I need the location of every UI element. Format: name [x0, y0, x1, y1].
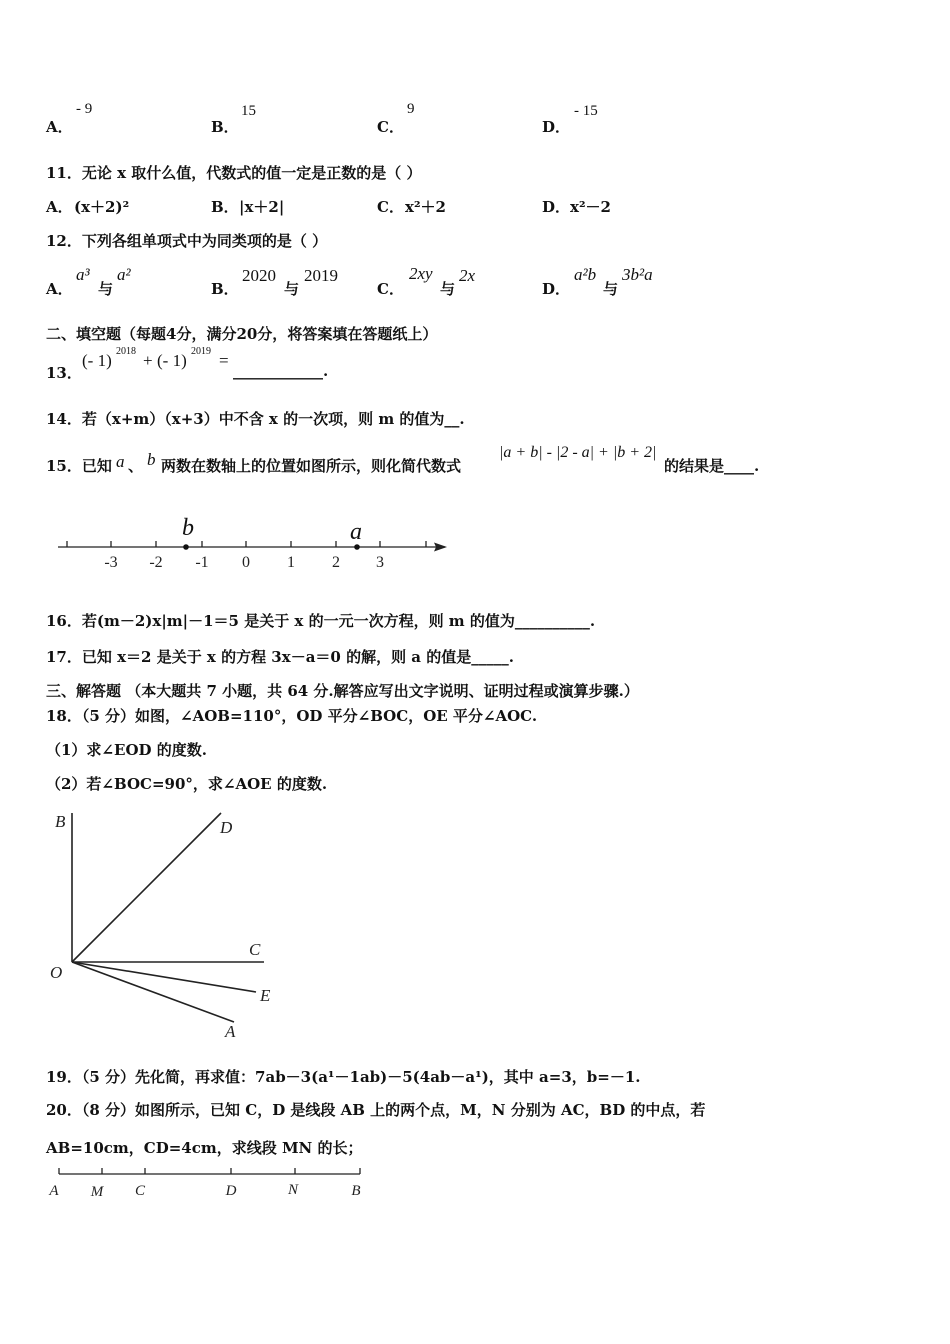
section3-heading: 三、解答题 （本大题共 7 小题，共 64 分.解答应写出文字说明、证明过程或演算步骤.）: [46, 682, 639, 700]
q15-suffix: 的结果是____.: [664, 457, 760, 475]
q12-option-b-left: 2020: [242, 266, 276, 285]
point-a-dot: [354, 544, 360, 550]
q12-option-a-connector: 与: [98, 280, 114, 298]
q11-option-c-label: C．: [377, 198, 404, 216]
segment-figure: [0, 1160, 380, 1205]
point-label-a: A: [49, 1183, 59, 1199]
q13-base-b: (- 1): [157, 351, 187, 370]
q10-option-c-label: C．: [377, 118, 404, 136]
q12-option-c-left: 2xy: [409, 264, 433, 283]
tick-label-3: 3: [376, 554, 384, 571]
q15-expression: |a + b| - |2 - a| + |b + 2|: [499, 444, 657, 461]
label-d: D: [220, 818, 233, 837]
q12-option-c-connector: 与: [440, 280, 456, 298]
q10-option-b-value: 15: [241, 103, 256, 119]
q11-option-b-value: |x＋2|: [239, 198, 285, 216]
q10-option-c-value: 9: [407, 101, 415, 117]
point-label-d: D: [225, 1183, 237, 1199]
q12-option-d-connector: 与: [603, 280, 619, 298]
q12-stem: 12．下列各组单项式中为同类项的是（ ）: [46, 232, 328, 250]
q12-option-a-right: a²: [117, 265, 131, 284]
number-line-figure: [0, 505, 470, 580]
point-label-n: N: [287, 1182, 299, 1198]
section2-heading: 二、填空题（每题4分，满分20分，将答案填在答题纸上）: [46, 325, 438, 343]
q10-option-d-value: - 15: [574, 103, 598, 119]
point-label-b: B: [351, 1183, 361, 1199]
q10-option-b-label: B．: [211, 118, 239, 136]
ray-od: [72, 813, 221, 962]
q13-base-a: (- 1): [82, 351, 112, 370]
q15-prefix: 15．已知: [46, 457, 112, 475]
q18-part2: （2）若∠BOC=90°，求∠AOE 的度数.: [46, 775, 328, 793]
q12-option-d-label: D．: [542, 280, 571, 298]
tick-label-2: 2: [332, 554, 340, 571]
tick-label-neg1: -1: [195, 554, 209, 571]
q12-option-b-label: B．: [211, 280, 239, 298]
angle-figure: [0, 800, 300, 1045]
q13-exp-a: 2018: [116, 346, 136, 357]
q12-option-b-connector: 与: [284, 280, 300, 298]
label-o: O: [50, 963, 63, 982]
ray-oa: [72, 962, 234, 1022]
label-a: A: [225, 1022, 236, 1041]
q13-equals: =: [219, 351, 229, 370]
q18-part1: （1）求∠EOD 的度数.: [46, 741, 207, 759]
q11-stem: 11．无论 x 取什么值，代数式的值一定是正数的是（ ）: [46, 164, 422, 182]
q15-middle-text: 两数在数轴上的位置如图所示，则化简代数式: [161, 457, 462, 475]
label-e: E: [260, 986, 271, 1005]
q11-option-d-value: x²－2: [570, 198, 611, 216]
q14-text: 14．若（x+m）（x+3）中不含 x 的一次项，则 m 的值为__.: [46, 410, 465, 428]
q10-option-d-label: D．: [542, 118, 571, 136]
q11-option-c-value: x²＋2: [405, 198, 446, 216]
q11-option-b-label: B．: [211, 198, 239, 216]
q12-option-c-label: C．: [377, 280, 404, 298]
point-b-label: b: [182, 515, 194, 541]
q13-plus: +: [143, 351, 153, 370]
q12-option-b-right: 2019: [304, 266, 338, 285]
q13-exp-b: 2019: [191, 346, 211, 357]
tick-label-1: 1: [287, 554, 295, 571]
q18-stem: 18．（5 分）如图，∠AOB=110°，OD 平分∠BOC，OE 平分∠AOC.: [46, 707, 538, 725]
point-b-dot: [183, 544, 189, 550]
q13-number: 13．: [46, 364, 82, 382]
q15-var-a: a: [116, 452, 125, 471]
q16-text: 16．若(m－2)x|m|－1＝5 是关于 x 的一元一次方程，则 m 的值为__________.: [46, 612, 596, 630]
q15-var-b: b: [147, 450, 156, 469]
q12-option-d-right: 3b²a: [622, 265, 653, 284]
q11-option-a-label: A．: [46, 198, 73, 216]
q15-separator: 、: [128, 457, 144, 475]
q12-option-c-right: 2x: [459, 266, 476, 285]
point-label-c: C: [134, 1183, 146, 1199]
q17-text: 17．已知 x＝2 是关于 x 的方程 3x－a＝0 的解，则 a 的值是_____.: [46, 648, 514, 666]
q12-option-a-label: A．: [46, 280, 73, 298]
q20-line1: 20．（8 分）如图所示，已知 C，D 是线段 AB 上的两个点，M，N 分别为 AC，BD 的中点，若: [46, 1101, 706, 1119]
label-b: B: [55, 812, 66, 831]
point-label-m: M: [90, 1184, 104, 1200]
tick-label-0: 0: [242, 554, 250, 571]
label-c: C: [249, 940, 261, 959]
ray-oe: [72, 962, 256, 992]
tick-label-neg3: -3: [104, 554, 118, 571]
q12-option-a-left: a³: [76, 265, 90, 284]
q19-text: 19．（5 分）先化简，再求值：7ab－3(a¹－1ab)－5(4ab－a¹)，其中 a=3，b=－1.: [46, 1068, 641, 1086]
q10-option-a-label: A．: [46, 118, 73, 136]
q10-option-a-value: - 9: [76, 101, 93, 117]
q11-option-a-value: (x＋2)²: [74, 198, 130, 216]
q12-option-d-left: a²b: [574, 265, 597, 284]
q11-option-d-label: D．: [542, 198, 571, 216]
point-a-label: a: [350, 519, 362, 545]
tick-label-neg2: -2: [149, 554, 163, 571]
q20-line2: AB=10cm，CD=4cm，求线段 MN 的长；: [46, 1139, 363, 1157]
q13-answer-blank: ____________.: [233, 362, 329, 380]
